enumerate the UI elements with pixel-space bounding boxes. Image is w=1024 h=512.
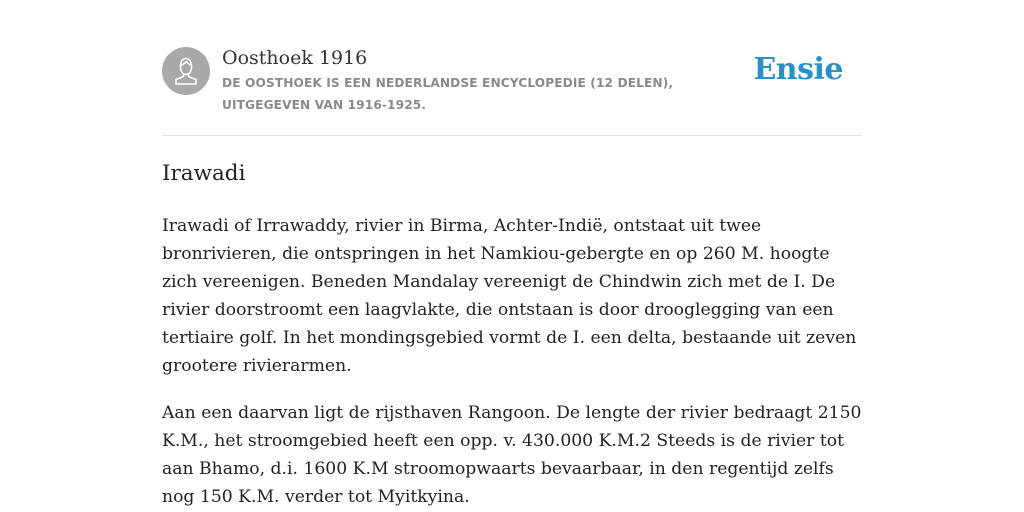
- source-avatar[interactable]: [162, 47, 210, 95]
- source-header: [162, 46, 862, 116]
- article-paragraph: Irawadi of Irrawaddy, rivier in Birma, Achter-Indië, ontstaat uit twee bronrivieren, die ontspringen in het Namkiou-gebergte en op 260 M. hoogte zich vereenigen. Beneden Mandalay vereenigt de Chindwin zich met de I. De rivier doorstroomt een laagvlakte, die ontstaan is door drooglegging van een tertiaire golf. In het mondingsgebied vormt de I. een delta, bestaande uit zeven grootere rivierarmen.: [162, 216, 857, 376]
- article-paragraph: Aan een daarvan ligt de rijsthaven Rangoon. De lengte der rivier bedraagt 2150 K.M., het stroomgebied heeft een opp. v. 430.000 K.M.2 Steeds is de rivier tot aan Bhamo, d.i. 1600 K.M stroomopwaarts bevaarbaar, in den regentijd zelfs nog 150 K.M. verder tot Myitkyina.: [162, 403, 862, 507]
- header-divider: [162, 135, 862, 136]
- article-title: Irawadi: [162, 161, 246, 186]
- user-icon: [162, 47, 210, 95]
- article-body: [162, 212, 862, 512]
- ensie-logo[interactable]: Ensie: [753, 52, 843, 87]
- source-description: DE OOSTHOEK IS EEN NEDERLANDSE ENCYCLOPEDIE (12 DELEN), UITGEGEVEN VAN 1916-1925.: [222, 76, 674, 112]
- source-title[interactable]: Oosthoek 1916: [222, 47, 368, 69]
